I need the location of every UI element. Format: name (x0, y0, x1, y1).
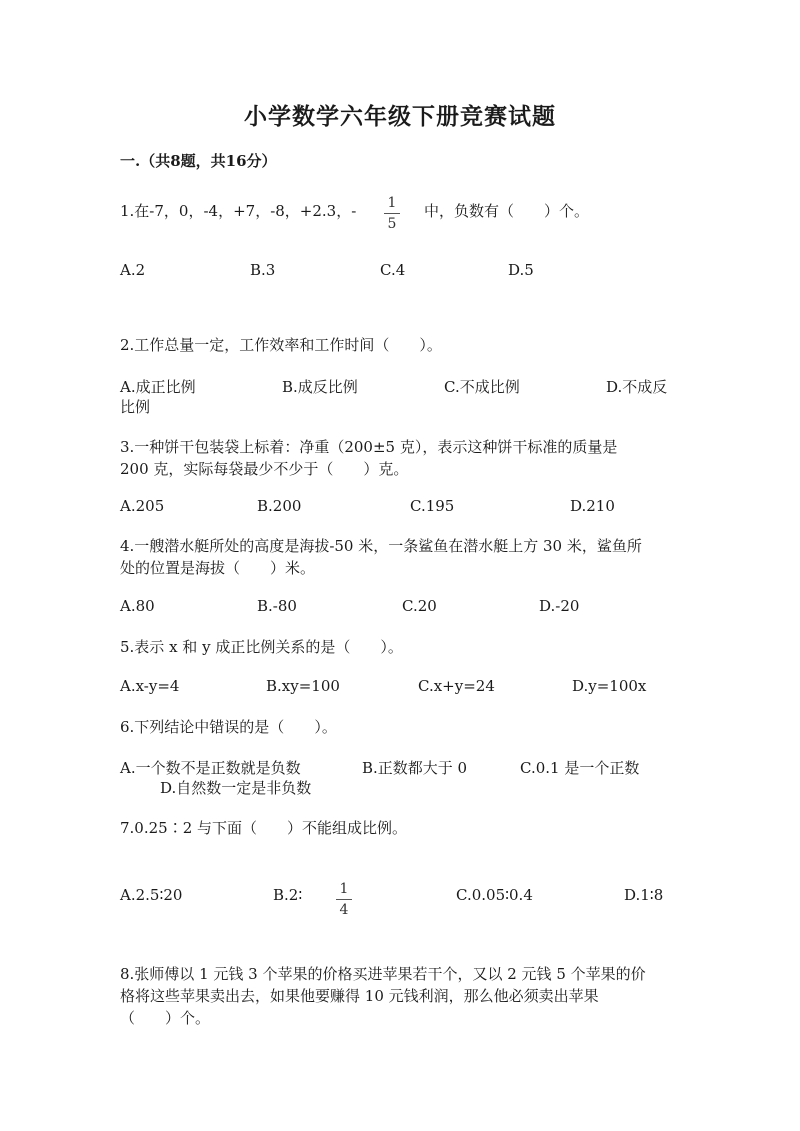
question-6-option-a[interactable]: A.一个数不是正数就是负数 (120, 759, 301, 777)
question-6-text: 6.下列结论中错误的是（ ）。 (120, 718, 337, 736)
question-7-fraction (336, 881, 352, 918)
question-3-option-b[interactable]: B.200 (257, 497, 302, 515)
question-8-line-2: 格将这些苹果卖出去，如果他要赚得 10 元钱利润，那么他必须卖出苹果 (120, 987, 599, 1005)
question-3-option-a[interactable]: A.205 (120, 497, 165, 515)
question-2-option-d[interactable]: D.不成反 (606, 378, 668, 396)
question-7-option-c[interactable]: C.0.05∶0.4 (456, 886, 533, 904)
section-heading: 一.（共8题，共16分） (120, 152, 277, 170)
fraction-denominator: 5 (387, 216, 397, 232)
fraction-denominator: 4 (339, 902, 349, 918)
question-2-option-c[interactable]: C.不成比例 (444, 378, 520, 396)
question-4-line-1: 4.一艘潜水艇所处的高度是海拔-50 米，一条鲨鱼在潜水艇上方 30 米，鲨鱼所 (120, 537, 642, 555)
fraction-bar (336, 899, 352, 900)
question-1-fraction (384, 195, 400, 232)
question-5-text: 5.表示 x 和 y 成正比例关系的是（ ）。 (120, 638, 403, 656)
question-1-option-a[interactable]: A.2 (120, 261, 146, 279)
question-1-option-d[interactable]: D.5 (508, 261, 534, 279)
fraction-numerator: 1 (339, 881, 349, 897)
question-6-option-d[interactable]: D.自然数一定是非负数 (160, 779, 312, 797)
question-1-suffix: 中，负数有（ ）个。 (424, 202, 590, 220)
fraction-bar (384, 213, 400, 214)
question-2-option-b[interactable]: B.成反比例 (282, 378, 358, 396)
question-8-line-3: （ ）个。 (120, 1009, 211, 1027)
question-4-option-b[interactable]: B.-80 (257, 597, 297, 615)
question-4-option-d[interactable]: D.-20 (539, 597, 580, 615)
question-7-option-a[interactable]: A.2.5∶20 (120, 886, 183, 904)
question-5-option-d[interactable]: D.y=100x (572, 677, 647, 695)
question-3-line-2: 200 克，实际每袋最少不少于（ ）克。 (120, 460, 409, 478)
question-3-line-1: 3.一种饼干包装袋上标着：净重（200±5 克），表示这种饼干标准的质量是 (120, 438, 618, 456)
question-5-option-b[interactable]: B.xy=100 (266, 677, 340, 695)
question-7-text: 7.0.25∶2 与下面（ ）不能组成比例。 (120, 819, 408, 837)
question-7-option-b[interactable]: B.2∶ (273, 886, 303, 904)
question-3-option-d[interactable]: D.210 (570, 497, 615, 515)
question-6-option-c[interactable]: C.0.1 是一个正数 (520, 759, 640, 777)
question-1-prefix: 1.在-7，0，-4，+7，-8，+2.3，- (120, 202, 357, 220)
question-4-line-2: 处的位置是海拔（ ）米。 (120, 559, 316, 577)
question-1-option-b[interactable]: B.3 (250, 261, 276, 279)
question-7-option-d[interactable]: D.1∶8 (624, 886, 664, 904)
question-6-option-b[interactable]: B.正数都大于 0 (362, 759, 468, 777)
question-4-option-a[interactable]: A.80 (120, 597, 155, 615)
question-2-option-d-wrap[interactable]: 比例 (120, 398, 151, 416)
question-8-line-1: 8.张师傅以 1 元钱 3 个苹果的价格买进苹果若干个，又以 2 元钱 5 个苹果的价 (120, 965, 646, 983)
page-title: 小学数学六年级下册竞赛试题 (244, 103, 556, 130)
question-3-option-c[interactable]: C.195 (410, 497, 455, 515)
question-2-text: 2.工作总量一定，工作效率和工作时间（ ）。 (120, 336, 442, 354)
question-5-option-a[interactable]: A.x-y=4 (120, 677, 180, 695)
question-2-option-a[interactable]: A.成正比例 (120, 378, 196, 396)
fraction-numerator: 1 (387, 195, 397, 211)
question-1-option-c[interactable]: C.4 (380, 261, 406, 279)
question-4-option-c[interactable]: C.20 (402, 597, 437, 615)
question-5-option-c[interactable]: C.x+y=24 (418, 677, 495, 695)
